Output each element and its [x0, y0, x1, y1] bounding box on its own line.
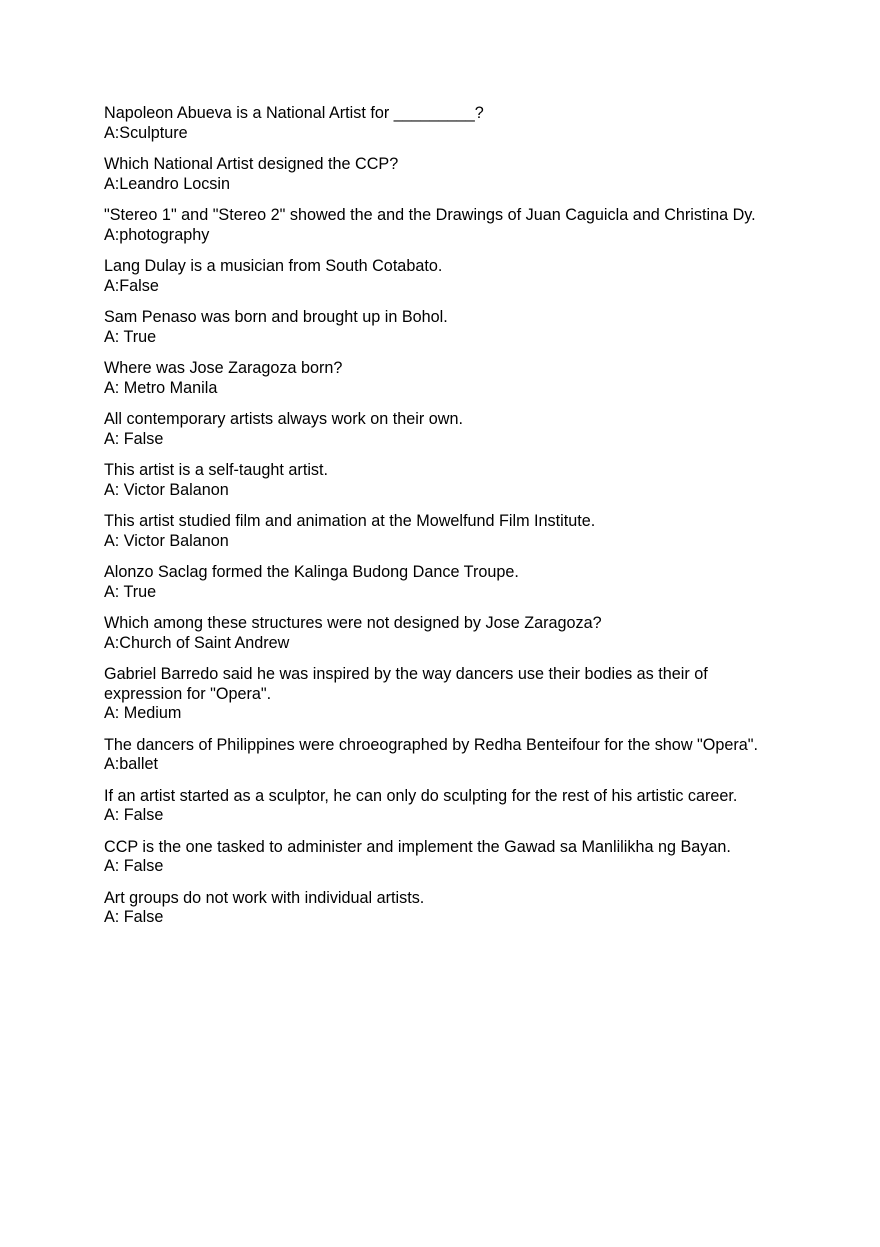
question-text: The dancers of Philippines were chroeographed by Redha Benteifour for the show "Opera". — [104, 735, 758, 754]
answer-text: A: Medium — [104, 704, 182, 722]
answer-text: A: False — [104, 429, 164, 448]
answer-text: A:Church of Saint Andrew — [104, 633, 290, 652]
answer-text: A: False — [104, 806, 164, 824]
question-text: Art groups do not work with individual artists. — [104, 888, 425, 907]
answer-text: A: False — [104, 857, 164, 875]
qa-item — [104, 257, 784, 296]
question-text: Napoleon Abueva is a National Artist for _________? — [104, 104, 484, 122]
question-text: This artist studied film and animation at the Mowelfund Film Institute. — [104, 512, 596, 530]
qa-item — [104, 308, 784, 347]
answer-text: A: True — [104, 582, 157, 601]
answer-text: A:False — [104, 276, 159, 295]
question-text: Sam Penaso was born and brought up in Bohol. — [104, 308, 448, 326]
qa-item — [104, 410, 784, 449]
document-page — [104, 104, 784, 940]
answer-text: A:photography — [104, 225, 210, 244]
qa-item — [104, 787, 784, 826]
question-text: Which National Artist designed the CCP? — [104, 155, 399, 173]
answer-text: A: Victor Balanon — [104, 480, 229, 499]
question-text: This artist is a self-taught artist. — [104, 461, 329, 479]
qa-item — [104, 838, 784, 877]
question-text: Which among these structures were not designed by Jose Zaragoza? — [104, 614, 602, 632]
question-text: Where was Jose Zaragoza born? — [104, 359, 343, 377]
qa-item — [104, 736, 784, 775]
qa-item — [104, 889, 784, 928]
question-text: Gabriel Barredo said he was inspired by the way dancers use their bodies as their of expression for "Opera". — [104, 665, 708, 703]
qa-item — [104, 155, 784, 194]
qa-item — [104, 461, 784, 500]
answer-text: A:ballet — [104, 755, 158, 773]
question-text: "Stereo 1" and "Stereo 2" showed the and the Drawings of Juan Caguicla and Christina Dy. — [104, 206, 756, 224]
qa-item — [104, 512, 784, 551]
qa-item — [104, 614, 784, 653]
question-text: All contemporary artists always work on their own. — [104, 410, 463, 428]
qa-item — [104, 104, 784, 143]
qa-item — [104, 665, 784, 724]
answer-text: A:Leandro Locsin — [104, 174, 230, 193]
answer-text: A:Sculpture — [104, 123, 188, 142]
answer-text: A: False — [104, 908, 164, 926]
answer-text: A: Metro Manila — [104, 378, 218, 397]
qa-item — [104, 563, 784, 602]
question-text: If an artist started as a sculptor, he can only do sculpting for the rest of his artistic career. — [104, 786, 738, 805]
question-text: CCP is the one tasked to administer and implement the Gawad sa Manlilikha ng Bayan. — [104, 837, 731, 856]
answer-text: A: True — [104, 327, 157, 346]
qa-item — [104, 359, 784, 398]
answer-text: A: Victor Balanon — [104, 531, 229, 550]
question-text: Lang Dulay is a musician from South Cotabato. — [104, 257, 443, 275]
qa-item — [104, 206, 784, 245]
question-text: Alonzo Saclag formed the Kalinga Budong Dance Troupe. — [104, 563, 519, 581]
